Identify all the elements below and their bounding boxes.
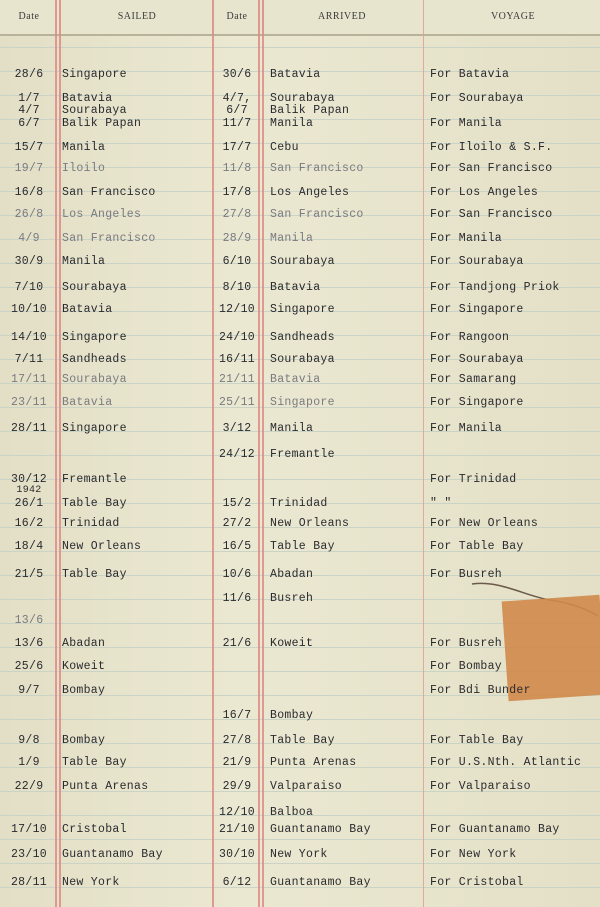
arrived-port: Busreh <box>270 592 314 605</box>
arrived-date: 8/10 <box>222 281 252 294</box>
sailed-date: 26/1 <box>14 497 44 510</box>
arrived-port: Singapore <box>270 303 335 316</box>
voyage-note: For Bombay <box>430 660 503 673</box>
voyage-note: For Table Bay <box>430 734 524 747</box>
voyage-note: For Sourabaya <box>430 92 524 105</box>
arrived-date: 24/10 <box>218 331 255 344</box>
arrived-date: 24/12 <box>218 448 255 461</box>
voyage-note: " " <box>430 497 452 510</box>
sailed-date: 28/11 <box>10 876 47 889</box>
sailed-port: Singapore <box>62 422 127 435</box>
ledger-row <box>0 568 600 588</box>
sailed-port: New York <box>62 876 120 889</box>
sailed-port: Koweit <box>62 660 106 673</box>
ledger-row <box>0 660 600 680</box>
sailed-date: 30/12 <box>10 473 47 486</box>
header-voyage: VOYAGE <box>490 11 536 22</box>
sailed-date: 23/10 <box>10 848 47 861</box>
ledger-header <box>0 0 600 36</box>
arrived-port: Valparaiso <box>270 780 343 793</box>
ledger-row <box>0 517 600 537</box>
ledger-row <box>0 281 600 301</box>
sailed-port: San Francisco <box>62 232 156 245</box>
sailed-port: Sourabaya <box>62 373 127 386</box>
sailed-date: 6/7 <box>18 117 40 130</box>
arrived-port: Table Bay <box>270 734 335 747</box>
sailed-port: Bombay <box>62 684 106 697</box>
arrived-date: 12/10 <box>218 303 255 316</box>
voyage-note: For Table Bay <box>430 540 524 553</box>
ledger-row <box>0 232 600 252</box>
arrived-date: 11/6 <box>222 592 252 605</box>
arrived-date: 27/2 <box>222 517 252 530</box>
sailed-date: 15/7 <box>14 141 44 154</box>
ledger-row <box>0 448 600 468</box>
sailed-port: Batavia <box>62 303 113 316</box>
voyage-note: For Samarang <box>430 373 517 386</box>
arrived-port: New Orleans <box>270 517 350 530</box>
ledger-row <box>0 373 600 393</box>
voyage-note: For San Francisco <box>430 162 553 175</box>
sailed-date: 1942 <box>16 485 42 496</box>
arrived-port: Manila <box>270 232 314 245</box>
ledger-row <box>0 684 600 704</box>
arrived-date: 15/2 <box>222 497 252 510</box>
sailed-port: Sandheads <box>62 353 127 366</box>
arrived-date: 21/6 <box>222 637 252 650</box>
sailed-date: 17/10 <box>10 823 47 836</box>
sailed-date: 9/8 <box>18 734 40 747</box>
voyage-note: For Iloilo & S.F. <box>430 141 553 154</box>
voyage-note: For Manila <box>430 422 503 435</box>
sailed-port: Punta Arenas <box>62 780 149 793</box>
ledger-row <box>0 186 600 206</box>
sailed-port: Singapore <box>62 331 127 344</box>
arrived-date: 10/6 <box>222 568 252 581</box>
ledger-row <box>0 734 600 754</box>
arrived-date: 21/10 <box>218 823 255 836</box>
arrived-port: Balboa <box>270 806 314 819</box>
arrived-port: Punta Arenas <box>270 756 357 769</box>
voyage-note: For Valparaiso <box>430 780 531 793</box>
sailed-date: 25/6 <box>14 660 44 673</box>
arrived-port: Sourabaya <box>270 353 335 366</box>
ledger-row <box>0 823 600 843</box>
ledger-row <box>0 876 600 896</box>
arrived-date: 6/12 <box>222 876 252 889</box>
arrived-date: 21/9 <box>222 756 252 769</box>
arrived-date: 30/6 <box>222 68 252 81</box>
voyage-note: For Manila <box>430 117 503 130</box>
ledger-row <box>0 396 600 416</box>
header-date-sailed: Date <box>18 11 40 22</box>
sailed-date: 17/11 <box>10 373 47 386</box>
voyage-note: For Busreh <box>430 637 503 650</box>
sailed-date: 28/6 <box>14 68 44 81</box>
arrived-date: 11/8 <box>222 162 252 175</box>
sailed-port: Iloilo <box>62 162 106 175</box>
arrived-port: Sandheads <box>270 331 335 344</box>
ledger-row <box>0 68 600 88</box>
header-date-arrived: Date <box>226 11 248 22</box>
ledger-row <box>0 637 600 657</box>
sailed-date: 1/9 <box>18 756 40 769</box>
voyage-note: For Busreh <box>430 568 503 581</box>
ledger-row <box>0 117 600 137</box>
voyage-note: For New Orleans <box>430 517 539 530</box>
sailed-date: 23/11 <box>10 396 47 409</box>
arrived-port: New York <box>270 848 328 861</box>
sailed-date: 7/10 <box>14 281 44 294</box>
sailed-port: Los Angeles <box>62 208 142 221</box>
ledger-row <box>0 353 600 373</box>
sailed-port: Table Bay <box>62 756 127 769</box>
arrived-port: Batavia <box>270 68 321 81</box>
sailed-port: Bombay <box>62 734 106 747</box>
voyage-note: For Tandjong Priok <box>430 281 560 294</box>
sailed-date: 7/11 <box>14 353 44 366</box>
voyage-note: For San Francisco <box>430 208 553 221</box>
arrived-date: 6/10 <box>222 255 252 268</box>
arrived-port: Guantanamo Bay <box>270 876 371 889</box>
ledger-row <box>0 614 600 634</box>
arrived-date: 30/10 <box>218 848 255 861</box>
arrived-date: 12/10 <box>218 806 255 819</box>
sailed-port: San Francisco <box>62 186 156 199</box>
voyage-note: For Guantanamo Bay <box>430 823 560 836</box>
ledger-row <box>0 208 600 228</box>
arrived-date: 27/8 <box>222 734 252 747</box>
ledger-row <box>0 303 600 323</box>
voyage-note: For Singapore <box>430 303 524 316</box>
voyage-note: For Sourabaya <box>430 255 524 268</box>
arrived-port: Balik Papan <box>270 104 350 117</box>
sailed-port: Balik Papan <box>62 117 142 130</box>
arrived-port: Fremantle <box>270 448 335 461</box>
sailed-date: 10/10 <box>10 303 47 316</box>
voyage-note: For Sourabaya <box>430 353 524 366</box>
ledger-row <box>0 709 600 729</box>
sailed-port: New Orleans <box>62 540 142 553</box>
ledger-row <box>0 592 600 612</box>
ledger-row <box>0 497 600 517</box>
arrived-date: 16/5 <box>222 540 252 553</box>
sailed-port: Trinidad <box>62 517 120 530</box>
voyage-note: For Manila <box>430 232 503 245</box>
sailed-port: Manila <box>62 255 106 268</box>
arrived-port: Batavia <box>270 281 321 294</box>
sailed-port: Table Bay <box>62 568 127 581</box>
sailed-date: 9/7 <box>18 684 40 697</box>
sailed-port: Sourabaya <box>62 281 127 294</box>
voyage-note: For Batavia <box>430 68 510 81</box>
sailed-date: 14/10 <box>10 331 47 344</box>
sailed-date: 28/11 <box>10 422 47 435</box>
arrived-date: 27/8 <box>222 208 252 221</box>
sailed-date: 26/8 <box>14 208 44 221</box>
sailed-port: Table Bay <box>62 497 127 510</box>
header-sailed: SAILED <box>117 11 157 22</box>
arrived-date: 6/7 <box>226 104 248 117</box>
arrived-port: Table Bay <box>270 540 335 553</box>
voyage-note: For Bdi Bunder <box>430 684 531 697</box>
arrived-date: 3/12 <box>222 422 252 435</box>
sailed-port: Cristobal <box>62 823 127 836</box>
arrived-port: Manila <box>270 117 314 130</box>
sailed-date: 21/5 <box>14 568 44 581</box>
arrived-port: Singapore <box>270 396 335 409</box>
sailed-date: 4/9 <box>18 232 40 245</box>
voyage-note: For Cristobal <box>430 876 524 889</box>
arrived-date: 25/11 <box>218 396 255 409</box>
sailed-port: Sourabaya <box>62 104 127 117</box>
sailed-date: 18/4 <box>14 540 44 553</box>
voyage-note: For New York <box>430 848 517 861</box>
sailed-port: Batavia <box>62 396 113 409</box>
arrived-port: San Francisco <box>270 208 364 221</box>
arrived-port: Sourabaya <box>270 92 335 105</box>
arrived-port: Guantanamo Bay <box>270 823 371 836</box>
arrived-port: Los Angeles <box>270 186 350 199</box>
arrived-date: 16/11 <box>218 353 255 366</box>
sailed-port: Singapore <box>62 68 127 81</box>
voyage-note: For Rangoon <box>430 331 510 344</box>
voyage-note: For Trinidad <box>430 473 517 486</box>
arrived-port: Batavia <box>270 373 321 386</box>
sailed-date: 1/7 <box>18 92 40 105</box>
arrived-port: Cebu <box>270 141 299 154</box>
ledger-row <box>0 756 600 776</box>
ledger-row <box>0 848 600 868</box>
arrived-port: Sourabaya <box>270 255 335 268</box>
sailed-date: 30/9 <box>14 255 44 268</box>
sailed-port: Fremantle <box>62 473 127 486</box>
sailed-date: 4/7 <box>18 104 40 117</box>
voyage-note: For U.S.Nth. Atlantic <box>430 756 582 769</box>
arrived-date: 29/9 <box>222 780 252 793</box>
ledger-row <box>0 331 600 351</box>
arrived-date: 17/7 <box>222 141 252 154</box>
arrived-date: 21/11 <box>218 373 255 386</box>
arrived-port: Bombay <box>270 709 314 722</box>
sailed-port: Guantanamo Bay <box>62 848 163 861</box>
sailed-date: 19/7 <box>14 162 44 175</box>
sailed-date: 22/9 <box>14 780 44 793</box>
ledger-row <box>0 141 600 161</box>
sailed-port: Batavia <box>62 92 113 105</box>
sailed-date: 13/6 <box>14 637 44 650</box>
sailed-date: 16/8 <box>14 186 44 199</box>
arrived-port: Koweit <box>270 637 314 650</box>
ledger-row <box>0 780 600 800</box>
ledger-row <box>0 540 600 560</box>
arrived-port: Manila <box>270 422 314 435</box>
sailed-date: 13/6 <box>14 614 44 627</box>
arrived-date: 4/7, <box>222 92 252 105</box>
arrived-port: Abadan <box>270 568 314 581</box>
arrived-date: 28/9 <box>222 232 252 245</box>
arrived-date: 11/7 <box>222 117 252 130</box>
arrived-port: San Francisco <box>270 162 364 175</box>
ledger-row <box>0 422 600 442</box>
sailed-port: Manila <box>62 141 106 154</box>
header-arrived: ARRIVED <box>318 11 366 22</box>
voyage-note: For Singapore <box>430 396 524 409</box>
voyage-note: For Los Angeles <box>430 186 539 199</box>
ledger-row <box>0 255 600 275</box>
arrived-port: Trinidad <box>270 497 328 510</box>
arrived-date: 17/8 <box>222 186 252 199</box>
sailed-port: Abadan <box>62 637 106 650</box>
ledger-row <box>0 162 600 182</box>
arrived-date: 16/7 <box>222 709 252 722</box>
sailed-date: 16/2 <box>14 517 44 530</box>
